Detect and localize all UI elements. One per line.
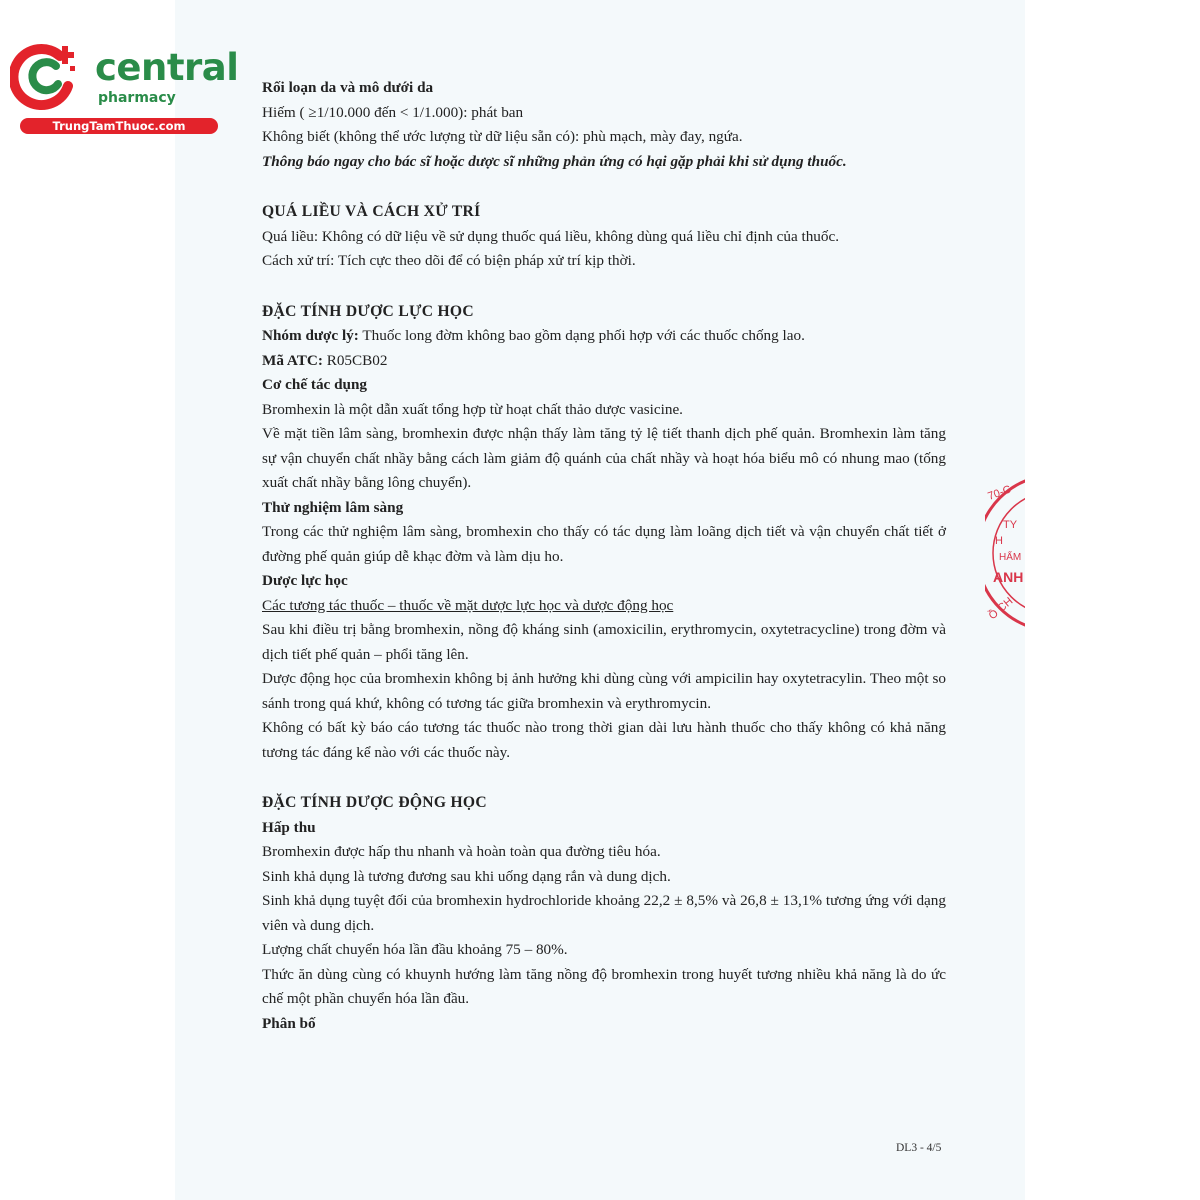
value: R05CB02 bbox=[322, 351, 388, 369]
logo-name: central bbox=[95, 46, 239, 89]
stamp-text: TY bbox=[1003, 519, 1018, 531]
paragraph bbox=[262, 349, 946, 374]
subheading: Phân bố bbox=[262, 1014, 316, 1032]
logo-url[interactable]: TrungTamThuoc.com bbox=[20, 118, 218, 134]
company-stamp bbox=[985, 468, 1025, 638]
paragraph: Lượng chất chuyển hóa lần đầu khoảng 75 – 80%. bbox=[262, 941, 568, 958]
logo-subtitle: pharmacy bbox=[98, 90, 176, 106]
stamp-text: HẨM bbox=[999, 552, 1022, 563]
label: Mã ATC: bbox=[262, 351, 323, 369]
central-pharmacy-logo[interactable] bbox=[10, 36, 239, 136]
notice-text: Thông báo ngay cho bác sĩ hoặc dược sĩ những phản ứng có hại gặp phải khi sử dụng thuốc. bbox=[262, 152, 847, 170]
subheading: Hấp thu bbox=[262, 818, 316, 836]
label: Nhóm dược lý: bbox=[262, 327, 359, 344]
paragraph: Cách xử trí: Tích cực theo dõi để có biện pháp xử trí kịp thời. bbox=[262, 252, 636, 269]
stamp-text: H bbox=[995, 535, 1003, 547]
paragraph: Không có bất kỳ báo cáo tương tác thuốc nào trong thời gian dài lưu hành thuốc cho thấy không có khả năng tương tác đáng kể nào với các thuốc này. bbox=[262, 719, 946, 761]
paragraph: Sinh khả dụng tuyệt đối của bromhexin hydrochloride khoảng 22,2 ± 8,5% và 26,8 ± 13,1% tương ứng với dạng viên và dung dịch. bbox=[262, 892, 946, 934]
paragraph: Bromhexin là một dẫn xuất tổng hợp từ hoạt chất thảo dược vasicine. bbox=[262, 400, 683, 418]
paragraph: Sinh khả dụng là tương đương sau khi uống dạng rắn và dung dịch. bbox=[262, 867, 671, 885]
paragraph: Sau khi điều trị bằng bromhexin, nồng độ kháng sinh (amoxicilin, erythromycin, oxytetracycline) trong đờm và dịch tiết phế quản – phổi tăng lên. bbox=[262, 621, 946, 663]
value: Thuốc long đờm không bao gồm dạng phối hợp với các thuốc chống lao. bbox=[358, 327, 805, 344]
subheading: Dược lực học bbox=[262, 572, 348, 589]
paragraph: Hiếm ( ≥1/10.000 đến < 1/1.000): phát ban bbox=[262, 103, 524, 121]
paragraph bbox=[262, 324, 946, 349]
subheading: Thử nghiệm lâm sàng bbox=[262, 498, 404, 516]
paragraph: Về mặt tiền lâm sàng, bromhexin được nhận thấy làm tăng tỷ lệ tiết thanh dịch phế quản. Bromhexin làm tăng sự vận chuyển chất nhầy bằng cách làm giảm độ quánh của chất nhầy và hoạt hóa biểu mô có nhung mao (tống xuất chất nhầy bằng lông chuyển). bbox=[262, 425, 946, 491]
section-heading-pharmacokinetics: ĐẶC TÍNH DƯỢC ĐỘNG HỌC bbox=[262, 794, 487, 811]
stamp-text: 70-C bbox=[986, 483, 1013, 503]
paragraph: Trong các thử nghiệm lâm sàng, bromhexin cho thấy có tác dụng làm loãng dịch tiết và vận chuyển chất tiết ở đường phế quản giúp dễ khạc đờm và làm dịu ho. bbox=[262, 523, 946, 565]
section-heading-overdose: QUÁ LIỀU VÀ CÁCH XỬ TRÍ bbox=[262, 203, 481, 220]
underlined-subheading: Các tương tác thuốc – thuốc về mặt dược lực học và dược động học bbox=[262, 596, 674, 614]
document-content bbox=[262, 76, 946, 1036]
section-heading-skin: Rối loạn da và mô dưới da bbox=[262, 79, 434, 96]
paragraph: Bromhexin được hấp thu nhanh và hoàn toàn qua đường tiêu hóa. bbox=[262, 843, 661, 860]
stamp-text: Ồ CH bbox=[986, 595, 1016, 623]
paragraph: Quá liều: Không có dữ liệu về sử dụng thuốc quá liều, không dùng quá liều chỉ định của thuốc. bbox=[262, 227, 840, 245]
section-heading-pharmacodynamics: ĐẶC TÍNH DƯỢC LỰC HỌC bbox=[262, 302, 474, 320]
stamp-text: ANH bbox=[993, 569, 1024, 585]
paragraph: Dược động học của bromhexin không bị ảnh hưởng khi dùng cùng với ampicilin hay oxytetracylin. Theo một so sánh trong quá khứ, không có tương tác giữa bromhexin và erythromycin. bbox=[262, 670, 946, 712]
subheading: Cơ chế tác dụng bbox=[262, 376, 368, 393]
logo-cross-icon bbox=[10, 40, 82, 112]
paragraph: Thức ăn dùng cùng có khuynh hướng làm tăng nồng độ bromhexin trong huyết tương nhiều khả năng là do ức chế một phần chuyển hóa lần đầu. bbox=[262, 965, 946, 1007]
page-number: DL3 - 4/5 bbox=[896, 1142, 942, 1154]
paragraph: Không biết (không thể ước lượng từ dữ liệu sẵn có): phù mạch, mày đay, ngứa. bbox=[262, 128, 743, 145]
